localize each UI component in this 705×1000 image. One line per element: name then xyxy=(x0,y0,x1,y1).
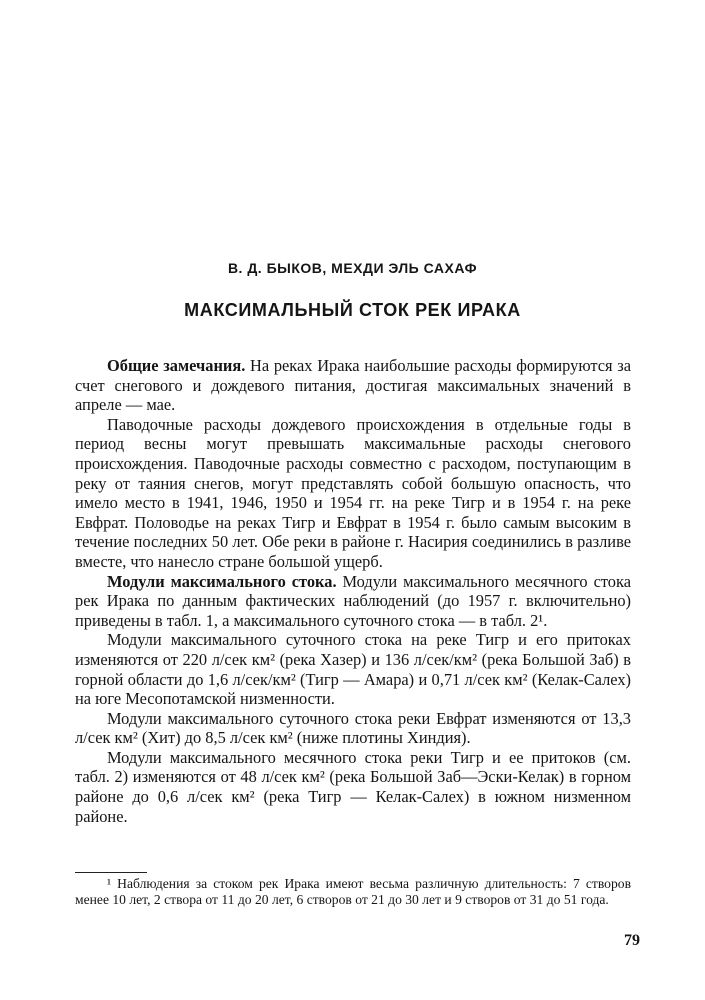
page-number: 79 xyxy=(624,932,640,949)
footnote-divider xyxy=(75,872,147,873)
paragraph-floods: Паводочные расходы дождевого происхождения в отдельные годы в период весны могут превышать максимальные расходы снегового происхождения. Паводочные расходы совместно с расходом, поступающим в реку от таяния снегов, могут представлять собой большую опасность, что имело место в 1941, 1946, 1950 и 1954 гг. на реке Тигр и в 1954 г. на реке Евфрат. Половодье на реках Тигр и Евфрат в 1954 г. было самым высоким в течение последних 50 лет. Обе реки в районе г. Насирия соединились в разливе вместе, что нанесло стране большой ущерб. xyxy=(75,414,631,571)
paragraph-text: На реках Ирака наибольшие расходы формируются за счет снегового и дождевого питания, достигая максимальных значений в апреле — мае. xyxy=(75,356,631,415)
section-heading-general: Общие замечания. xyxy=(107,356,246,375)
paragraph-tigris-daily: Модули максимального суточного стока на реке Тигр и его притоках изменяются от 220 л/сек км² (река Хазер) и 136 л/сек/км² (река Большой Заб) в горной области до 1,6 л/сек/км² (Тигр — Амара) и 0,71 л/сек км² (Келак-Салех) на юге Месопотамской низменности. xyxy=(75,630,631,709)
paragraph-max-runoff-moduli xyxy=(75,572,631,631)
authors: В. Д. БЫКОВ, МЕХДИ ЭЛЬ САХАФ xyxy=(227,260,478,276)
article-title: МАКСИМАЛЬНЫЙ СТОК РЕК ИРАКА xyxy=(184,300,521,320)
footnote: ¹ Наблюдения за стоком рек Ирака имеют весьма различную длительность: 7 створов менее 10 лет, 2 створа от 11 до 20 лет, 6 створов от 21 до 30 лет и 9 створов от 31 до 51 года. xyxy=(75,876,631,907)
paragraph-euphrates-daily: Модули максимального суточного стока реки Евфрат изменяются от 13,3 л/сек км² (Хит) до 8,5 л/сек км² (ниже плотины Хиндия). xyxy=(75,708,631,748)
article-body xyxy=(75,356,631,826)
paragraph-tigris-monthly: Модули максимального месячного стока реки Тигр и ее притоков (см. табл. 2) изменяются от 48 л/сек км² (река Большой Заб—Эски-Келак) в горном районе до 0,6 л/сек км² (река Тигр — Келак-Салех) в южном низменном районе. xyxy=(75,747,631,826)
paragraph-general-remarks xyxy=(75,356,631,415)
paragraph-text: Модули максимального месячного стока рек Ирака по данным фактических наблюдений (до 1957 г. включительно) приведены в табл. 1, а максимального суточного стока — в табл. 2¹. xyxy=(75,571,631,630)
section-heading-moduli: Модули максимального стока. xyxy=(107,571,337,591)
